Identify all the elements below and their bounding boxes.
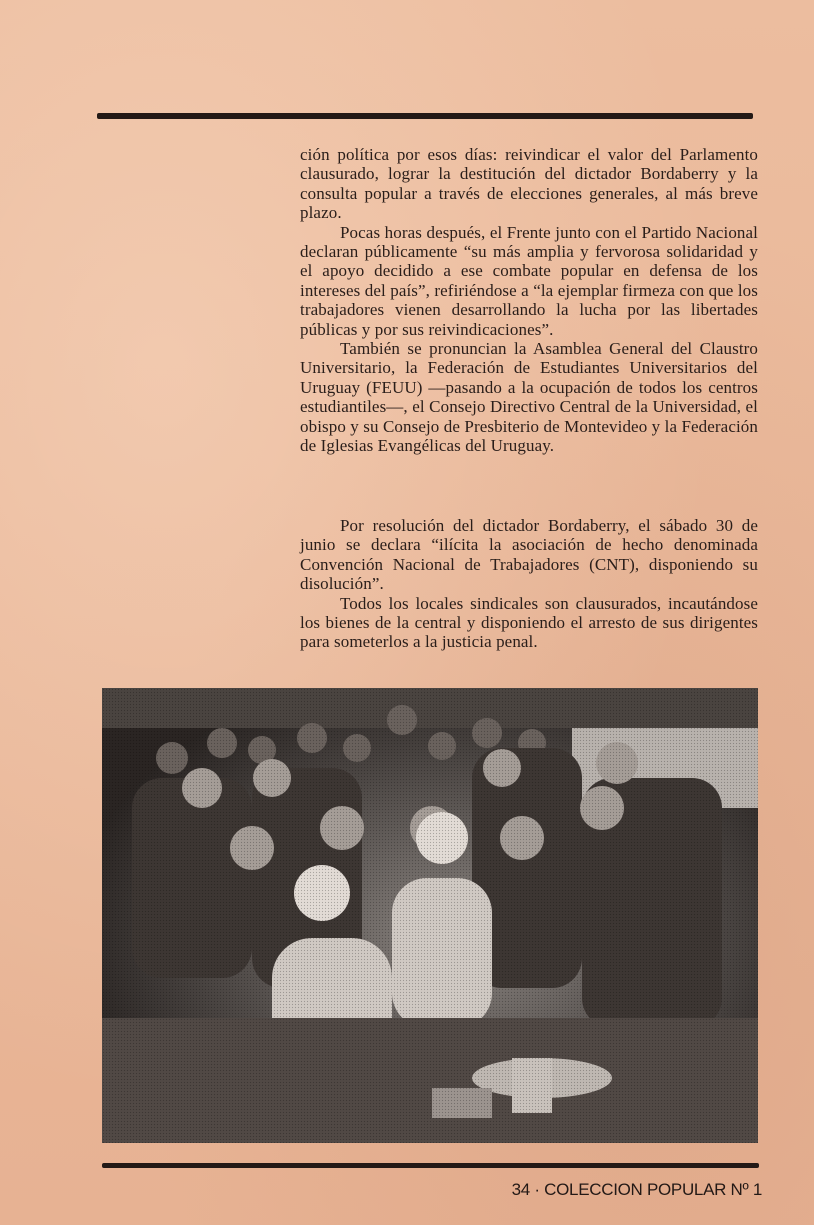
text-block-2 — [300, 516, 758, 652]
text-block-1 — [300, 145, 758, 456]
paragraph-4: Por resolución del dictador Bordaberry, el sábado 30 de junio se declara “ilícita la asociación de hecho denominada Convención Nacional de Trabajadores (CNT), disponiendo su disolución”. — [300, 516, 758, 594]
bottom-rule — [102, 1163, 759, 1168]
crowd-photo — [102, 688, 758, 1143]
paragraph-2: Pocas horas después, el Frente junto con el Partido Nacional declaran públicamente “su más amplia y fervorosa solidaridad y el apoyo decidido a ese combate popular en defensa de los intereses del país”, refiriéndose a “la ejemplar firmeza con que los trabajadores vienen desarrollando la lucha por las libertades públicas y por sus reivindicaciones”. — [300, 222, 758, 339]
top-rule — [97, 113, 753, 119]
page-footer: 34 · COLECCION POPULAR Nº 1 — [511, 1180, 762, 1199]
paragraph-1: ción política por esos días: reivindicar el valor del Parlamento clausurado, lograr la destitución del dictador Bordaberry y la consulta popular a través de elecciones generales, al más breve plazo. — [300, 145, 758, 223]
paragraph-3: También se pronuncian la Asamblea General del Claustro Universitario, la Federación de Estudiantes Universitarios del Uruguay (FEUU) —pasando a la ocupación de todos los centros estudiantiles—, el Consejo Directivo Central de la Universidad, el obispo y su Consejo de Presbiterio de Montevideo y la Federación de Iglesias Evangélicas del Uruguay. — [300, 339, 758, 456]
crowd-photo-image — [102, 688, 758, 1143]
paragraph-5: Todos los locales sindicales son clausurados, incautándose los bienes de la central y disponiendo el arresto de sus dirigentes para someterlos a la justicia penal. — [300, 593, 758, 652]
